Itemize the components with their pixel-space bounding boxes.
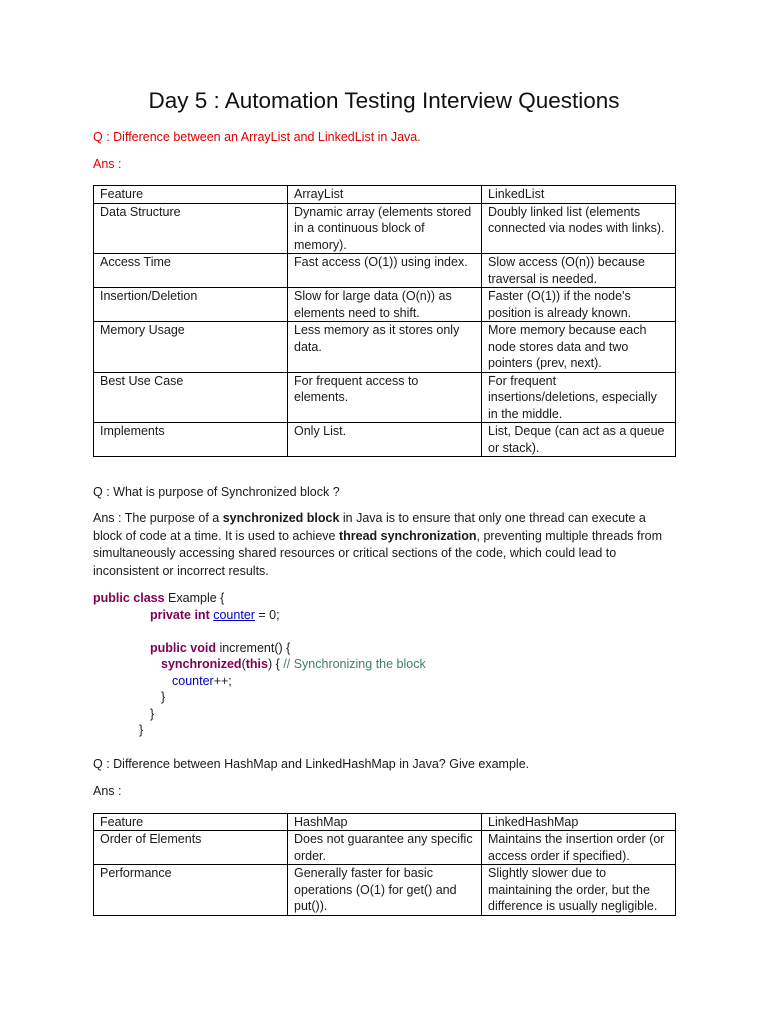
- table-cell: For frequent insertions/deletions, especially in the middle.: [482, 372, 676, 423]
- table-cell: Maintains the insertion order (or access order if specified).: [482, 831, 676, 865]
- table-row: [94, 254, 676, 288]
- table-header-row: [94, 813, 676, 831]
- code-text: }: [139, 723, 144, 737]
- code-field: counter: [213, 607, 255, 622]
- table-cell: Data Structure: [94, 203, 288, 254]
- question-1: Q : Difference between an ArrayList and LinkedList in Java.: [93, 130, 421, 144]
- table-row: [94, 423, 676, 457]
- table-header-cell: Feature: [94, 186, 288, 204]
- code-text: ) {: [267, 657, 284, 671]
- code-line-blank: [93, 623, 675, 640]
- code-comment: // Synchronizing the block: [283, 657, 426, 671]
- hashmap-linkedhashmap-table: [93, 813, 676, 916]
- code-keyword: public class: [93, 591, 165, 605]
- table-cell: More memory because each node stores data and two pointers (prev, next).: [482, 322, 676, 373]
- table-header-row: [94, 186, 676, 204]
- table-header-cell: LinkedHashMap: [482, 813, 676, 831]
- table-header-cell: ArrayList: [288, 186, 482, 204]
- table-header-cell: LinkedList: [482, 186, 676, 204]
- answer-label-3: Ans :: [93, 783, 122, 798]
- code-text: increment() {: [215, 640, 291, 655]
- code-block: [93, 590, 675, 739]
- table-row: [94, 288, 676, 322]
- answer-label-1: Ans :: [93, 157, 122, 171]
- answer-text: in Java is to ensure that only one thread can execute a block of code at a time. It is used to achieve: [93, 511, 646, 543]
- code-text: }: [150, 706, 155, 721]
- answer-text: Ans : The purpose of a: [93, 511, 223, 525]
- table-cell: Slow access (O(n)) because traversal is needed.: [482, 254, 676, 288]
- answer-bold-term: synchronized block: [222, 511, 340, 525]
- code-line: [93, 722, 675, 739]
- table-cell: Less memory as it stores only data.: [288, 322, 482, 373]
- table-cell: Insertion/Deletion: [94, 288, 288, 322]
- table-row: [94, 203, 676, 254]
- table-row: [94, 831, 676, 865]
- document-page: [93, 86, 675, 916]
- code-line: [93, 689, 675, 706]
- answer-text: , preventing multiple threads from simultaneously accessing shared resources or critical sections of the code, which could lead to inconsistent or incorrect results.: [93, 528, 663, 578]
- code-text: = 0;: [254, 607, 280, 622]
- code-line: [93, 590, 675, 607]
- question-2: Q : What is purpose of Synchronized block ?: [93, 485, 340, 499]
- table-row: [94, 322, 676, 373]
- table-row: [94, 372, 676, 423]
- code-text: Example {: [164, 591, 225, 605]
- table-cell: Best Use Case: [94, 372, 288, 423]
- table-cell: Memory Usage: [94, 322, 288, 373]
- table-cell: Access Time: [94, 254, 288, 288]
- table-cell: For frequent access to elements.: [288, 372, 482, 423]
- arraylist-linkedlist-table: [93, 185, 676, 457]
- code-text: (: [241, 657, 246, 671]
- table-cell: Doubly linked list (elements connected via nodes with links).: [482, 203, 676, 254]
- table-cell: Generally faster for basic operations (O(1) for get() and put()).: [288, 865, 482, 916]
- table-cell: Faster (O(1)) if the node's position is already known.: [482, 288, 676, 322]
- code-keyword: this: [245, 657, 268, 671]
- table-header-cell: Feature: [94, 813, 288, 831]
- page-title: Day 5 : Automation Testing Interview Questions: [148, 88, 620, 113]
- table-cell: Order of Elements: [94, 831, 288, 865]
- table-cell: Dynamic array (elements stored in a continuous block of memory).: [288, 203, 482, 254]
- code-keyword: public void: [150, 640, 216, 655]
- table-cell: Implements: [94, 423, 288, 457]
- code-text: }: [161, 690, 166, 704]
- code-line: [93, 673, 675, 690]
- code-text: ++;: [213, 673, 232, 688]
- table-cell: Only List.: [288, 423, 482, 457]
- code-line: [93, 607, 675, 624]
- answer-paragraph-2: [93, 510, 675, 580]
- code-line: [93, 640, 675, 657]
- code-keyword: private int: [150, 607, 210, 622]
- code-line: [93, 656, 675, 673]
- code-line: [93, 706, 675, 723]
- table-cell: Does not guarantee any specific order.: [288, 831, 482, 865]
- table-row: [94, 865, 676, 916]
- code-keyword: synchronized: [161, 657, 242, 671]
- table-cell: Fast access (O(1)) using index.: [288, 254, 482, 288]
- table-cell: Slightly slower due to maintaining the order, but the difference is usually negligible.: [482, 865, 676, 916]
- question-3: Q : Difference between HashMap and LinkedHashMap in Java? Give example.: [93, 756, 530, 771]
- table-cell: Performance: [94, 865, 288, 916]
- table-cell: List, Deque (can act as a queue or stack).: [482, 423, 676, 457]
- answer-bold-term: thread synchronization: [338, 528, 477, 543]
- table-cell: Slow for large data (O(n)) as elements need to shift.: [288, 288, 482, 322]
- table-header-cell: HashMap: [288, 813, 482, 831]
- code-field: counter: [172, 673, 214, 688]
